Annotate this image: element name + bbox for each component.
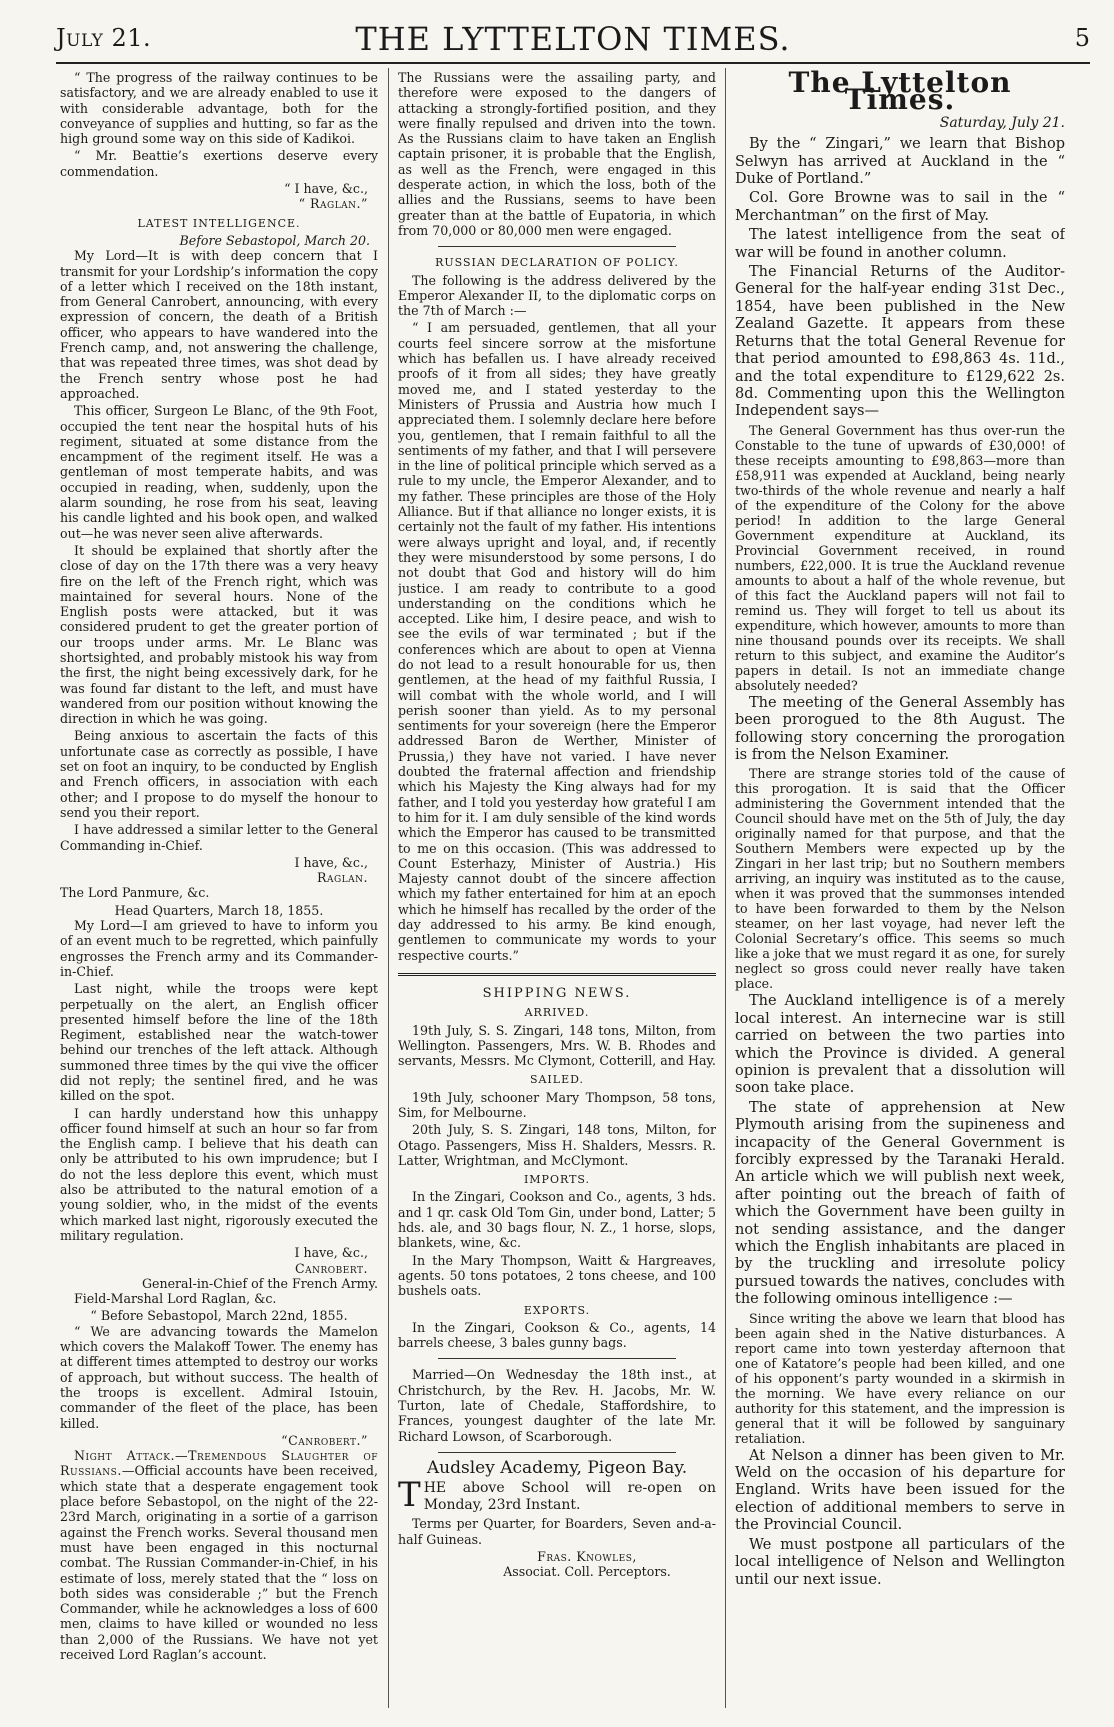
paragraph: 20th July, S. S. Zingari, 148 tons, Milton, for Otago. Passengers, Miss H. Shalders, Messrs. R. Latter, Wrightman, and McClymont. (398, 1122, 716, 1168)
signature: “Canrobert.” (281, 1432, 368, 1448)
advert-text: HE above School will re-open on Monday, 23rd Instant. (423, 1480, 716, 1514)
dateline: Before Sebastopol, March 20. (179, 232, 370, 248)
article-title: Night Attack.—Tremendous Slaughter of Russians. (60, 1448, 378, 1479)
paragraph: I have addressed a similar letter to the General Commanding in-Chief. (60, 822, 378, 853)
column-2 (398, 70, 716, 1710)
paragraph: We must postpone all particulars of the local intelligence of Nelson and Wellington until our next issue. (735, 1536, 1065, 1588)
addressee: The Lord Panmure, &c. (60, 885, 210, 901)
subheading: SAILED. (529, 1073, 585, 1087)
paragraph: By the “ Zingari,” we learn that Bishop Selwyn has arrived at Auckland in the “ Duke of Portland.” (735, 136, 1065, 188)
signature: I have, &c., (294, 854, 368, 870)
paragraph: It should be explained that shortly after the close of day on the 17th there was a very heavy fire on the left of the French right, which was maintained for several hours. None of the English posts were attacked, but it was considered prudent to get the greater portion of our troops under arms. Mr. Le Blanc was shortsighted, and probably mistook his way from the first, the night being excessively dark, for he was found far distant to the left, and must have wandered from our position without knowing the direction in which he was going. (60, 542, 378, 727)
signature: Canrobert. (295, 1260, 368, 1276)
paragraph: The latest intelligence from the seat of war will be found in another column. (735, 227, 1065, 261)
paragraph: I can hardly understand how this unhappy officer found himself at such an hour so far from the English camp. I believe that his death can only be attributed to his own imprudence; but I do not the less deplore this event, which must also be attributed to the natural emotion of a young soldier, who, in the midst of the events which marked last night, rigorously executed the military regulation. (60, 1105, 378, 1243)
divider (438, 1358, 676, 1359)
quoted-paragraph: There are strange stories told of the cause of this prorogation. It is said that the Officer administering the Government intended that the Council should have met on the 5th of July, the day originally named for that purpose, and that the Southern Members were expected up by the Zingari in her last trip; but no Southern members arriving, an inquiry was instituted as to the cause, when it was proved that the summonses intended to have been forwarded to them by the Nelson steamer, on her last voyage, had never left the Colonial Secretary’s office. This seems so much like a joke that we must regard it as one, for surely neglect so gross could never really have taken place. (735, 766, 1065, 992)
paragraph: Being anxious to ascertain the facts of this unfortunate case as correctly as possible, I have set on foot an inquiry, to be conducted by English and French officers, in association with each other; and I propose to do myself the honour to send you their report. (60, 728, 378, 820)
paragraph: In the Mary Thompson, Waitt & Hargreaves, agents. 50 tons potatoes, 2 tons cheese, and 100 bushels oats. (398, 1252, 716, 1299)
signature-title: General-in-Chief of the French Army. (141, 1275, 378, 1291)
paragraph: —Official accounts have been received, which state that a desperate engagement took place before Sebastopol, on the night of the 22-23rd March, originating in a sortie of a garrison against the French works. Several thousand men must have been engaged in this nocturnal combat. The Russian Commander-in-Chief, in his estimate of loss, merely stated that the “ loss on both sides was considerable ;” but the French Commander, while he acknowledges a loss of 600 men, claims to have killed or wounded no less than 2,000 of the Russians. We have not yet received Lord Raglan’s account. (60, 1463, 378, 1662)
subheading: ARRIVED. (524, 1006, 590, 1020)
paragraph: “ I am persuaded, gentlemen, that all your courts feel sincere sorrow at the misfortune which has befallen us. I have already received proofs of it from all sides; they have greatly moved me, and I stated yesterday to the Ministers of Prussia and Austria how much I appreciated them. I solemnly declare here before you, gentlemen, that I remain faithful to all the sentiments of my father, and that I will persevere in the line of political principle which served as a rule to my uncle, the Emperor Alexander, and to my father. These principles are those of the Holy Alliance. But if that alliance no longer exists, it is certainly not the fault of my father. His intentions were always upright and loyal, and, if recently they were misunderstood by some persons, I do not doubt that God and history will do him justice. I am ready to contribute to a good understanding on the conditions which he accepted. Like him, I desire peace, and wish to see the evils of war terminated ; but if the conferences which are about to open at Vienna do not lead to a result honourable for us, then gentlemen, at the head of my faithful Russia, I will combat with the whole world, and I will perish sooner than yield. As to my personal sentiments for your sovereign (here the Emperor addressed Baron de Werther, Minister of Prussia,) they have not varied. I have never doubted the fraternal affection and friendship which his Majesty the King always had for my father, and I told you yesterday how grateful I am to him for it. I am duly sensible of the kind words which the Emperor has caused to be transmitted to me on this occasion. (This was addressed to Count Esterhazy, Minister of Austria.) His Majesty cannot doubt of the sincere affection which my father entertained for him at an epoch which he himself has recalled by the order of the day addressed to his army. Be kind enough, gentlemen to communicate my words to your respective courts.” (398, 320, 716, 963)
notice-marriage: Married—On Wednesday the 18th inst., at Christchurch, by the Rev. H. Jacobs, Mr. W. Turton, late of Chedale, Staffordshire, to Frances, youngest daughter of the late Mr. Richard Lowson, of Scarborough. (398, 1367, 716, 1444)
advert-text: Terms per Quarter, for Boarders, Seven and-a-half Guineas. (398, 1516, 716, 1547)
addressee: Field-Marshal Lord Raglan, &c. (74, 1291, 277, 1307)
signature: Fras. Knowles, (537, 1548, 637, 1564)
section-heading: LATEST INTELLIGENCE. (137, 216, 301, 230)
paragraph: “ Mr. Beattie’s exertions deserve every commendation. (60, 148, 378, 179)
column-1 (60, 70, 378, 1710)
drop-cap: T (398, 1475, 421, 1516)
dateline: “ Before Sebastopol, March 22nd, 1855. (90, 1308, 348, 1324)
newspaper-title: THE LYTTELTON TIMES. (355, 20, 791, 58)
paragraph: 19th July, S. S. Zingari, 148 tons, Milton, from Wellington. Passengers, Mrs. W. B. Rhodes and servants, Messrs. Mc Clymont, Cotterill, and Hay. (398, 1022, 716, 1069)
paragraph: The state of apprehension at New Plymouth arising from the supineness and incapacity of the General Government is forcibly expressed by the Taranaki Herald. An article which we will publish next week, after pointing out the breach of faith of which the Government have been guilty in not sending assistance, and the danger which the English inhabitants are placed in by the truckling and irresolute policy pursued towards the natives, concludes with the following ominous intelligence :— (735, 1099, 1065, 1308)
paragraph: 19th July, schooner Mary Thompson, 58 tons, Sim, for Melbourne. (398, 1089, 716, 1120)
issue-date: July 21. (56, 24, 152, 52)
paragraph: Last night, while the troops were kept perpetually on the alert, an English officer presented himself before the line of the 18th Regiment, established near the watch-tower behind our trenches of the left attack. Although summoned three times by the qui vive the officer did not reply; the sentinel fired, and he was killed on the spot. (60, 981, 378, 1104)
paragraph: The meeting of the General Assembly has been prorogued to the 8th August. The following story concerning the prorogation is from the Nelson Examiner. (735, 694, 1065, 763)
advert-title: Audsley Academy, Pigeon Bay. (426, 1457, 688, 1478)
signature: Associat. Coll. Perceptors. (503, 1564, 671, 1580)
editorial-title: The Lyttelton Times. (788, 70, 1012, 117)
column-3 (735, 70, 1065, 1710)
paragraph: My Lord—It is with deep concern that I transmit for your Lordship’s information the copy of a letter which I received on the 18th instant, from General Canrobert, announcing, with every expression of concern, the death of a British officer, who appears to have wandered into the French camp, and, not answering the challenge, that was repeated three times, was shot dead by the French sentry whose post he had approached. (60, 248, 378, 401)
paragraph: “ The progress of the railway continues to be satisfactory, and we are already enabled to use it with considerable advantage, both for the conveyance of supplies and hutting, so far as the high ground some way on this side of Kadikoi. (60, 70, 378, 147)
subheading: EXPORTS. (523, 1303, 591, 1317)
divider (438, 246, 676, 247)
quoted-paragraph: The General Government has thus over-run the Constable to the tune of upwards of £30,000! of these receipts amounting to £98,863—more than £58,911 was expended at Auckland, being nearly two-thirds of the whole revenue and nearly a half of the expenditure of the Colony for the above period! In addition to the large General Government expenditure at Auckland, its Provincial Government received, in round numbers, £22,000. It is true the Auckland revenue amounts to about a half of the whole revenue, but of this fact the Auckland papers will not fail to remind us. They will forget to tell us about its expenditure, which however, amounts to more than nine thousand pounds over its receipts. We shall return to this subject, and examine the Auditor’s papers in detail. Is not an immediate change absolutely needed? (735, 422, 1065, 693)
page-number: 5 (1074, 24, 1090, 52)
dateline: Head Quarters, March 18, 1855. (114, 902, 324, 918)
paragraph: The following is the address delivered by the Emperor Alexander II, to the diplomatic corps on the 7th of March :— (398, 272, 716, 319)
paragraph: This officer, Surgeon Le Blanc, of the 9th Foot, occupied the tent near the hospital huts of his regiment, situated at some distance from the encampment of the regiment itself. He was a gentleman of most temperate habits, and was occupied in reading, when, suddenly, upon the alarm sounding, he rose from his seat, leaving his candle lighted and his book open, and walked out—he was never seen alive afterwards. (60, 403, 378, 541)
dateline: Saturday, July 21. (939, 114, 1065, 131)
signature: I have, &c., (294, 1245, 368, 1261)
paragraph: The Auckland intelligence is of a merely local interest. An internecine war is still carried on between the two parties into which the Province is divided. A general opinion is prevalent that a dissolution will soon take place. (735, 993, 1065, 1097)
divider (398, 973, 716, 976)
column-rule (388, 68, 389, 1708)
quoted-paragraph: Since writing the above we learn that blood has been again shed in the Native disturbances. A report came into town yesterday afternoon that one of Katatore’s people had been killed, and one of his opponent’s party wounded in a skirmish in the morning. We have every reliance on our authority for this statement, and the impression is general that it will be followed by sanguinary retaliation. (735, 1310, 1065, 1446)
signature: “ I have, &c., (284, 181, 368, 197)
paragraph: “ We are advancing towards the Mamelon which covers the Malakoff Tower. The enemy has at different times attempted to destroy our works of approach, but without success. The health of the troops is excellent. Admiral Istouin, commander of the fleet of the place, has been killed. (60, 1323, 378, 1431)
column-rule (725, 68, 726, 1708)
section-heading: SHIPPING NEWS. (482, 985, 632, 1001)
paragraph: The Financial Returns of the Auditor-General for the half-year ending 31st Dec., 1854, have been published in the New Zealand Gazette. It appears from these Returns that the total General Revenue for that period amounted to £98,863 4s. 11d., and the total expenditure to £129,622 2s. 8d. Commenting upon this the Wellington Independent says— (735, 264, 1065, 420)
paragraph: The Russians were the assailing party, and therefore were exposed to the dangers of attacking a strongly-fortified position, and they were finally repulsed and driven into the town. As the Russians claim to have taken an English captain prisoner, it is probable that the English, as well as the French, were engaged in this desperate action, in which the loss, both of the allies and the Russians, seems to have been greater than at the battle of Eupatoria, in which from 70,000 or 80,000 men were engaged. (398, 70, 716, 238)
paragraph: In the Zingari, Cookson & Co., agents, 14 barrels cheese, 3 bales gunny bags. (398, 1319, 716, 1351)
signature: Raglan. (316, 870, 368, 886)
signature: “ Raglan.” (298, 196, 368, 212)
divider (438, 1452, 676, 1453)
paragraph: In the Zingari, Cookson and Co., agents, 3 hds. and 1 qr. cask Old Tom Gin, under bond, Latter; 5 hds. ale, and 30 bags flour, N. Z., 1 horse, slops, blankets, wine, &c. (398, 1189, 716, 1251)
subheading: IMPORTS. (523, 1173, 591, 1187)
masthead (56, 14, 1090, 64)
section-heading: RUSSIAN DECLARATION OF POLICY. (435, 256, 679, 270)
paragraph: Col. Gore Browne was to sail in the “ Merchantman” on the first of May. (735, 190, 1065, 224)
paragraph: At Nelson a dinner has been given to Mr. Weld on the occasion of his departure for England. Writs have been issued for the election of additional members to serve in the Provincial Council. (735, 1447, 1065, 1534)
paragraph: My Lord—I am grieved to have to inform you of an event much to be regretted, which painfully engrosses the French army and its Commander-in-Chief. (60, 918, 378, 979)
